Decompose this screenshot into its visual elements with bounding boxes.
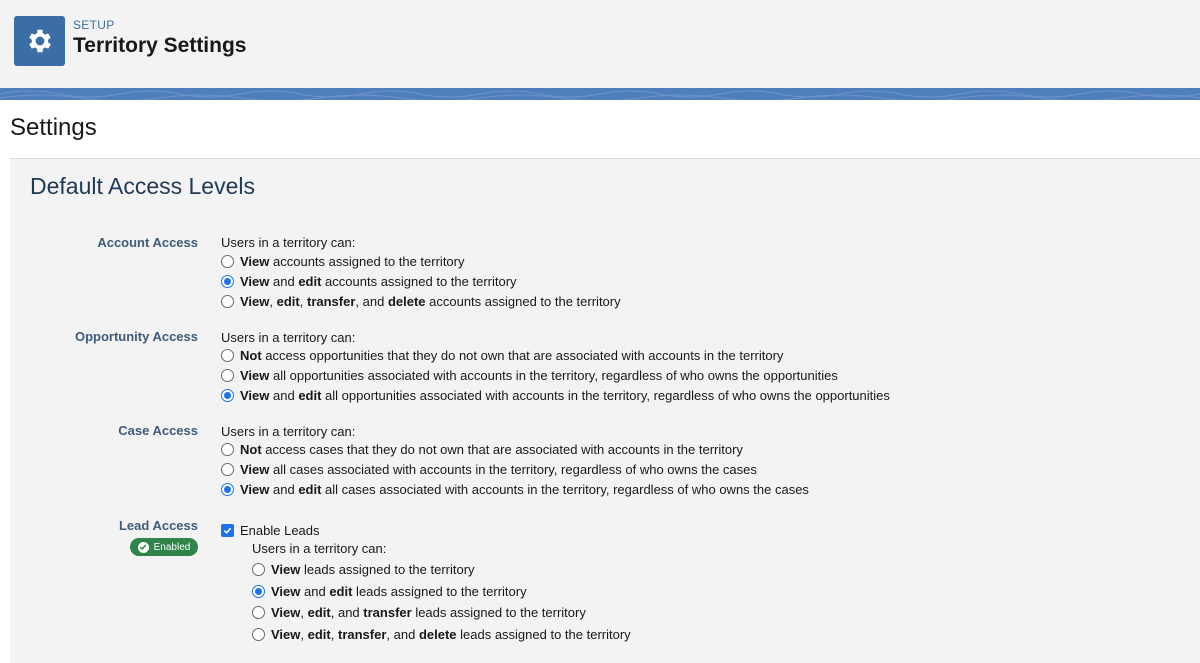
radio-button[interactable] <box>252 628 265 641</box>
opportunity-option-not[interactable] <box>221 348 783 363</box>
radio-button[interactable] <box>252 606 265 619</box>
option-keyword: transfer <box>363 605 412 620</box>
option-keyword: View <box>271 605 301 620</box>
radio-button[interactable] <box>221 369 234 382</box>
option-text: all opportunities associated with accounts in the territory, regardless of who owns the opportunities <box>321 388 890 403</box>
account-option-view-edit[interactable] <box>221 274 517 289</box>
settings-heading: Settings <box>10 114 97 141</box>
lead-option-view-edit-transfer[interactable] <box>252 605 586 620</box>
option-text: , <box>300 627 308 642</box>
option-label <box>271 562 475 577</box>
option-text: leads assigned to the territory <box>411 605 586 620</box>
option-keyword: transfer <box>337 627 387 642</box>
option-text: , <box>269 294 277 309</box>
option-text: access opportunities that they do not own that are associated with accounts in the territory <box>261 348 784 363</box>
case-option-not[interactable] <box>221 442 743 457</box>
option-keyword: View <box>271 627 301 642</box>
option-label <box>240 442 743 457</box>
radio-button[interactable] <box>221 295 234 308</box>
opportunity-option-view[interactable] <box>221 368 838 383</box>
option-text: accounts assigned to the territory <box>321 274 517 289</box>
section-title: Default Access Levels <box>30 173 256 199</box>
option-text: and <box>300 584 330 599</box>
option-label <box>240 368 838 383</box>
option-keyword: View <box>240 388 270 403</box>
option-label <box>240 462 757 477</box>
option-label <box>240 274 517 289</box>
page-header <box>0 0 1200 88</box>
account-option-view[interactable] <box>221 254 465 269</box>
option-keyword: edit <box>329 584 353 599</box>
account-option-view-edit-transfer-delete[interactable] <box>221 294 621 309</box>
option-label <box>240 254 465 269</box>
option-text: and <box>269 388 299 403</box>
lead-option-view-edit-transfer-delete[interactable] <box>252 627 631 642</box>
case-option-view[interactable] <box>221 462 757 477</box>
setup-gear-tile <box>14 16 65 66</box>
option-keyword: View <box>240 368 270 383</box>
check-circle-icon <box>138 542 149 553</box>
option-keyword: View <box>271 584 301 599</box>
option-keyword: View <box>240 482 270 497</box>
radio-button[interactable] <box>221 349 234 362</box>
option-text: , and <box>355 294 388 309</box>
option-keyword: Not <box>240 348 262 363</box>
option-text: , <box>330 627 338 642</box>
option-text: accounts assigned to the territory <box>269 254 465 269</box>
option-label <box>271 605 586 620</box>
lead-access-intro: Users in a territory can: <box>252 541 387 556</box>
option-text: all cases associated with accounts in the territory, regardless of who owns the cases <box>269 462 757 477</box>
radio-button[interactable] <box>252 563 265 576</box>
option-text: accounts assigned to the territory <box>425 294 621 309</box>
radio-button[interactable] <box>221 463 234 476</box>
option-text: and <box>269 274 299 289</box>
gear-icon <box>25 26 55 56</box>
account-access-intro: Users in a territory can: <box>221 235 356 250</box>
enable-leads-checkbox[interactable] <box>221 523 320 538</box>
opportunity-option-view-edit[interactable] <box>221 388 890 403</box>
option-keyword: Not <box>240 442 262 457</box>
radio-button[interactable] <box>221 443 234 456</box>
option-label <box>271 627 631 642</box>
option-text: access cases that they do not own that are associated with accounts in the territory <box>261 442 743 457</box>
option-label <box>240 348 783 363</box>
option-text: leads assigned to the territory <box>352 584 527 599</box>
radio-button-selected[interactable] <box>221 389 234 402</box>
option-text: , and <box>386 627 419 642</box>
page-title: Territory Settings <box>73 34 247 57</box>
option-text: all cases associated with accounts in the territory, regardless of who owns the cases <box>321 482 809 497</box>
lead-access-label: Lead Access <box>118 518 198 533</box>
case-access-intro: Users in a territory can: <box>221 424 356 439</box>
header-banner <box>0 88 1200 100</box>
case-access-label: Case Access <box>118 423 198 438</box>
opportunity-access-intro: Users in a territory can: <box>221 330 356 345</box>
option-keyword: delete <box>418 627 457 642</box>
option-keyword: transfer <box>306 294 356 309</box>
opportunity-access-label: Opportunity Access <box>74 329 198 344</box>
enabled-badge <box>130 538 198 556</box>
radio-button-selected[interactable] <box>252 585 265 598</box>
option-label <box>240 388 890 403</box>
option-label <box>240 294 621 309</box>
option-text: leads assigned to the territory <box>456 627 631 642</box>
option-keyword: View <box>240 254 270 269</box>
option-text: all opportunities associated with accounts in the territory, regardless of who owns the opportunities <box>269 368 838 383</box>
radio-button-selected[interactable] <box>221 483 234 496</box>
option-keyword: delete <box>387 294 426 309</box>
option-label <box>240 482 809 497</box>
option-keyword: edit <box>298 482 322 497</box>
option-keyword: View <box>240 294 270 309</box>
radio-button[interactable] <box>221 255 234 268</box>
lead-option-view[interactable] <box>252 562 475 577</box>
option-text: , <box>300 605 308 620</box>
option-label <box>271 584 527 599</box>
account-access-label: Account Access <box>97 235 198 250</box>
checkbox-checked-icon[interactable] <box>221 524 234 537</box>
option-keyword: View <box>271 562 301 577</box>
radio-button-selected[interactable] <box>221 275 234 288</box>
option-text: , and <box>330 605 364 620</box>
badge-label: Enabled <box>153 541 191 553</box>
option-text: and <box>269 482 299 497</box>
option-keyword: edit <box>307 605 331 620</box>
breadcrumb[interactable]: SETUP <box>73 18 115 32</box>
option-keyword: edit <box>307 627 331 642</box>
option-keyword: edit <box>298 388 322 403</box>
option-keyword: edit <box>298 274 322 289</box>
option-keyword: edit <box>276 294 300 309</box>
enable-leads-label: Enable Leads <box>240 523 320 538</box>
case-option-view-edit[interactable] <box>221 482 809 497</box>
option-keyword: View <box>240 462 270 477</box>
option-keyword: View <box>240 274 270 289</box>
option-text: , <box>299 294 307 309</box>
lead-option-view-edit[interactable] <box>252 584 527 599</box>
option-text: leads assigned to the territory <box>300 562 475 577</box>
